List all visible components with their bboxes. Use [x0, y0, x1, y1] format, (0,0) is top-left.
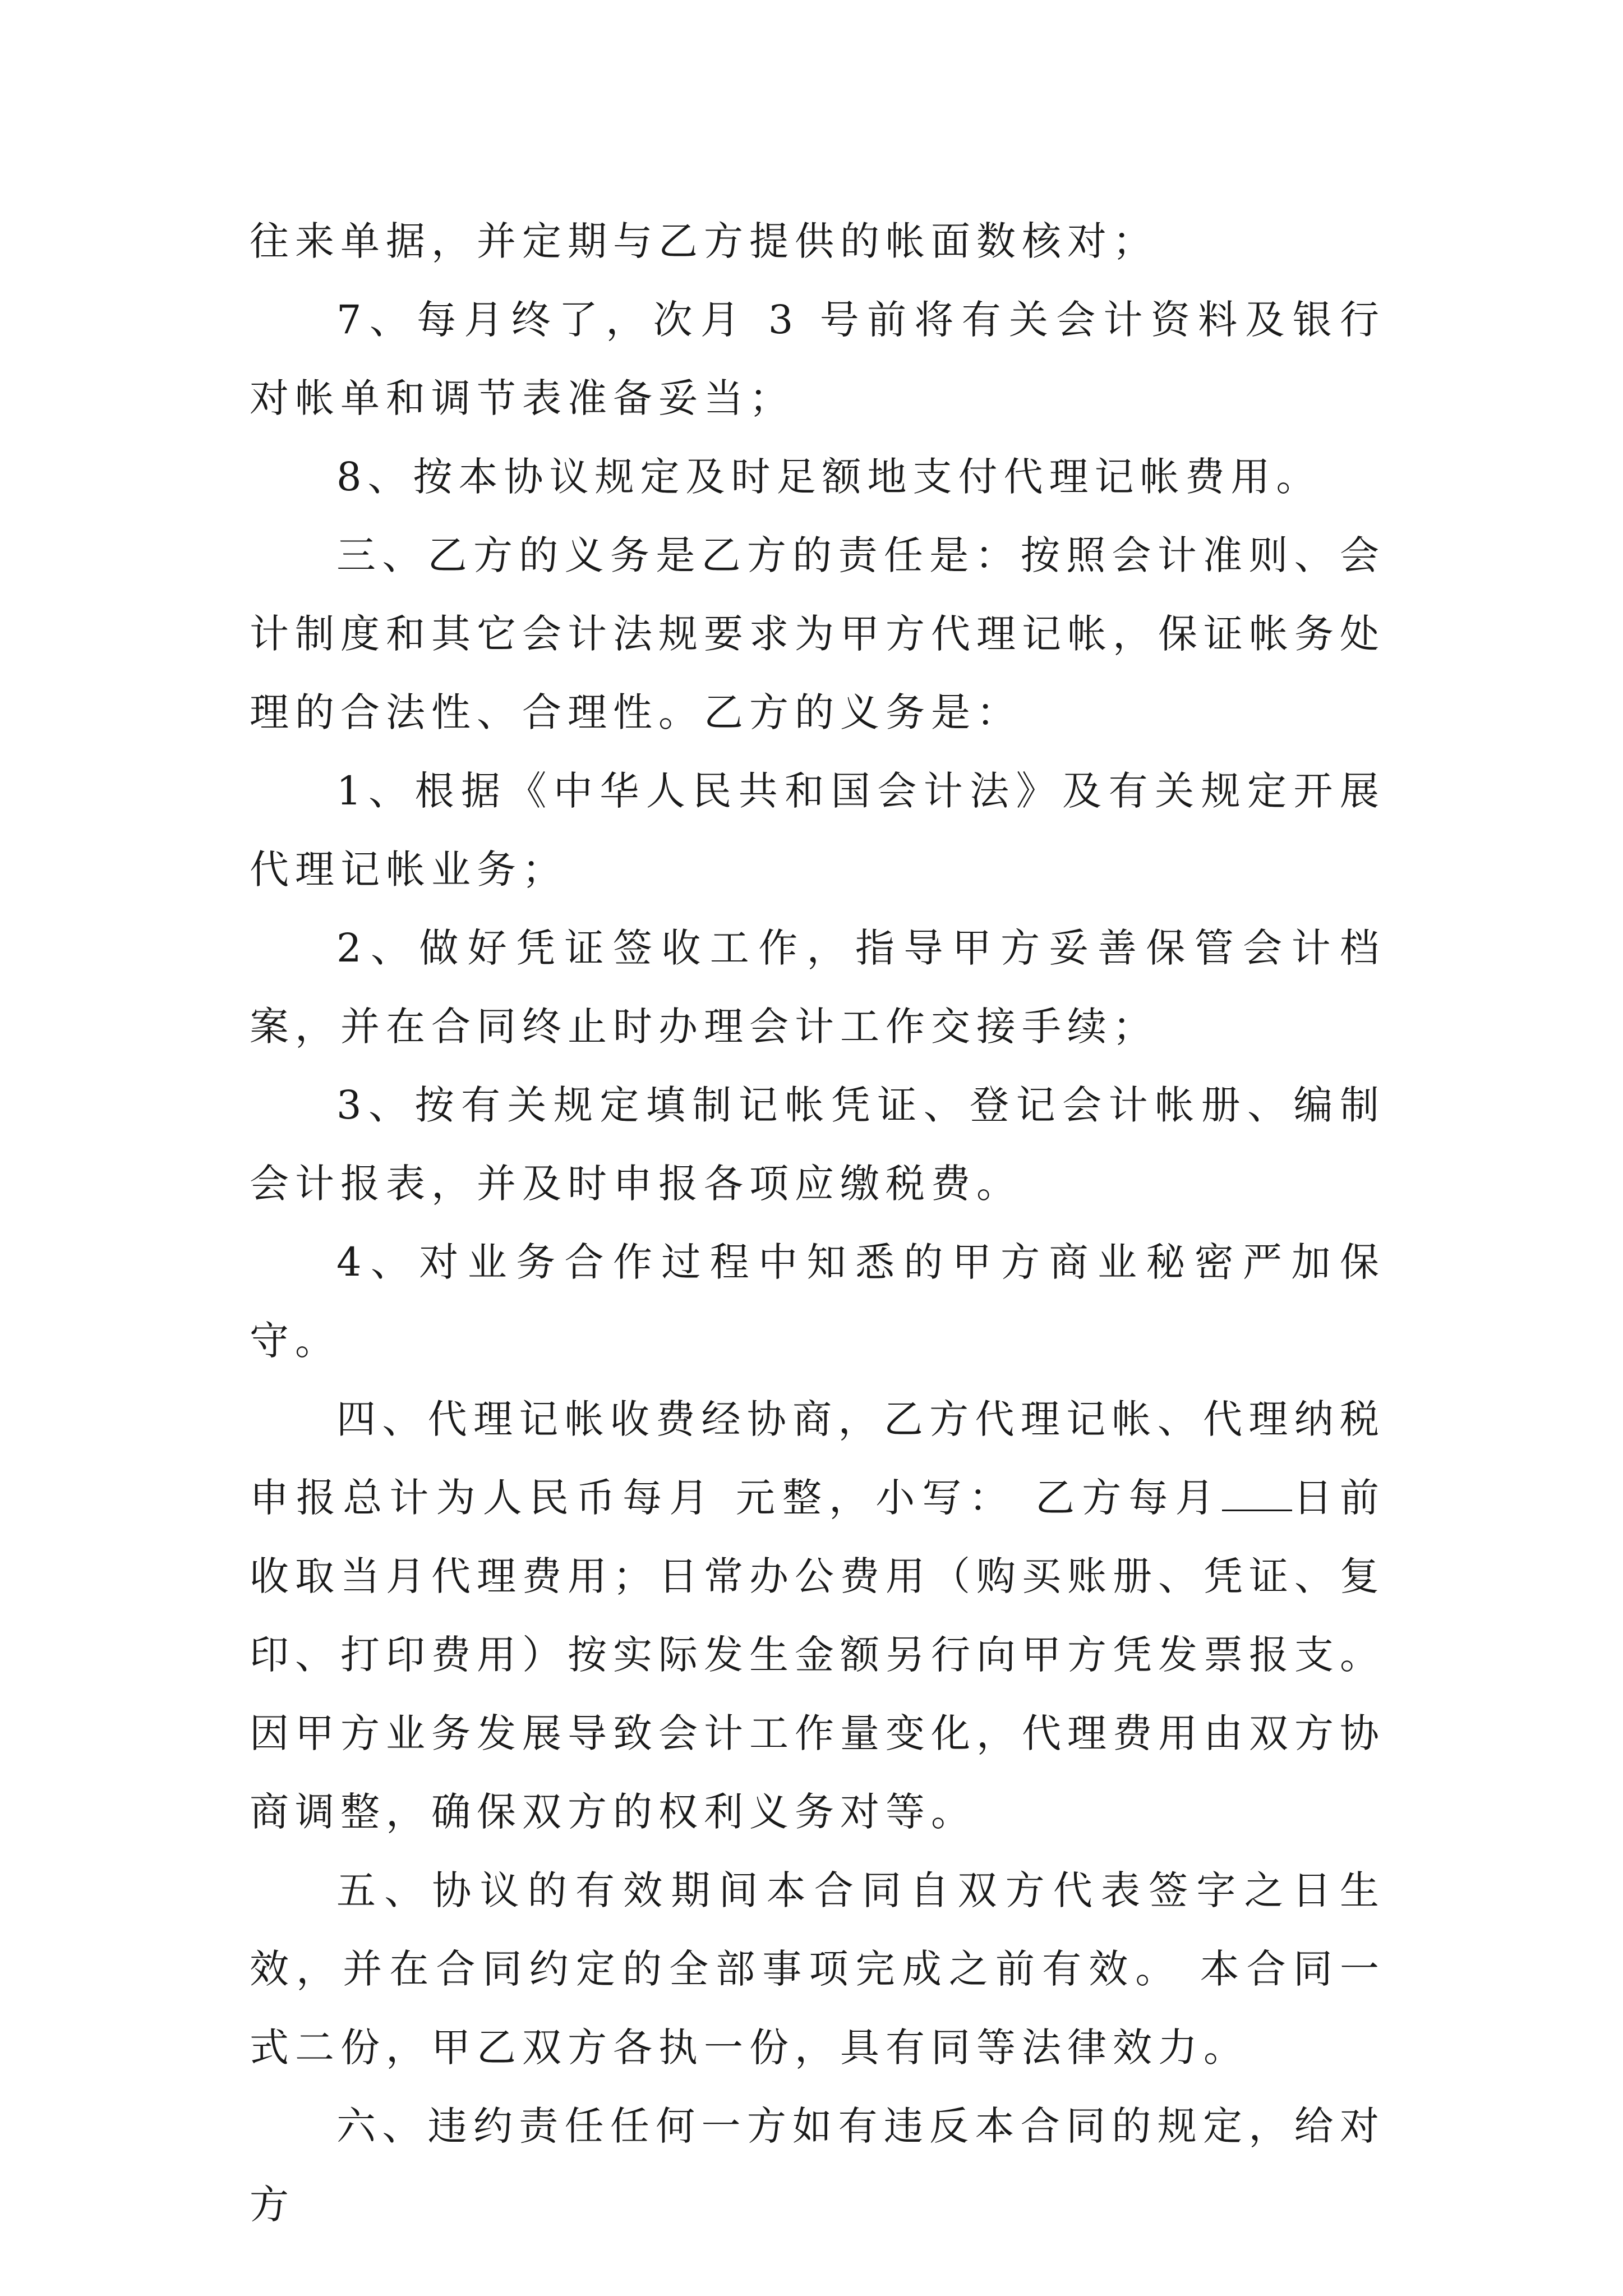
paragraph-section-6: 六、违约责任任何一方如有违反本合同的规定，给对方	[250, 2103, 1385, 2228]
paragraph-section-3: 三、乙方的义务是乙方的责任是：按照会计准则、会计制度和其它会计法规要求为甲方代理记帐，保证帐务处理的合法性、合理性。乙方的义务是：	[250, 532, 1385, 735]
paragraph-obligation-4: 4、对业务合作过程中知悉的甲方商业秘密严加保守。	[250, 1239, 1385, 1364]
fee-day-blank	[1222, 1477, 1292, 1511]
paragraph-obligation-1: 1、根据《中华人民共和国会计法》及有关规定开展代理记帐业务；	[250, 768, 1385, 892]
paragraph-continuation: 往来单据，并定期与乙方提供的帐面数核对；	[250, 218, 1158, 264]
paragraph-obligation-2: 2、做好凭证签收工作，指导甲方妥善保管会计档案，并在合同终止时办理会计工作交接手续；	[250, 925, 1385, 1050]
paragraph-obligation-3: 3、按有关规定填制记帐凭证、登记会计帐册、编制会计报表，并及时申报各项应缴税费。	[250, 1082, 1385, 1207]
section-4-text-after-blank: 日前收取当月代理费用；日常办公费用（购买账册、凭证、复印、打印费用）按实际发生金额另行向甲方凭发票报支。因甲方业务发展导致会计工作量变化，代理费用由双方协商调整，确保双方的权利义务对等。	[250, 1475, 1385, 1835]
section-4-text-before-blank: 四、代理记帐收费经协商，乙方代理记帐、代理纳税申报总计为人民币每月 元整，小写： 乙方每月	[250, 1396, 1385, 1521]
section-5-text-part-2: 本合同一式二份，甲乙双方各执一份，具有同等法律效力。	[250, 1946, 1385, 2070]
section-5-text-part-1: 五、协议的有效期间本合同自双方代表签字之日生效，并在合同约定的全部事项完成之前有效。	[250, 1867, 1385, 1992]
paragraph-section-4	[250, 1380, 1385, 1851]
paragraph-item-7: 7、每月终了，次月 3 号前将有关会计资料及银行对帐单和调节表准备妥当；	[250, 297, 1385, 421]
paragraph-item-8: 8、按本协议规定及时足额地支付代理记帐费用。	[336, 454, 1322, 500]
document-body	[250, 202, 1385, 2244]
paragraph-section-5	[250, 1851, 1385, 2087]
